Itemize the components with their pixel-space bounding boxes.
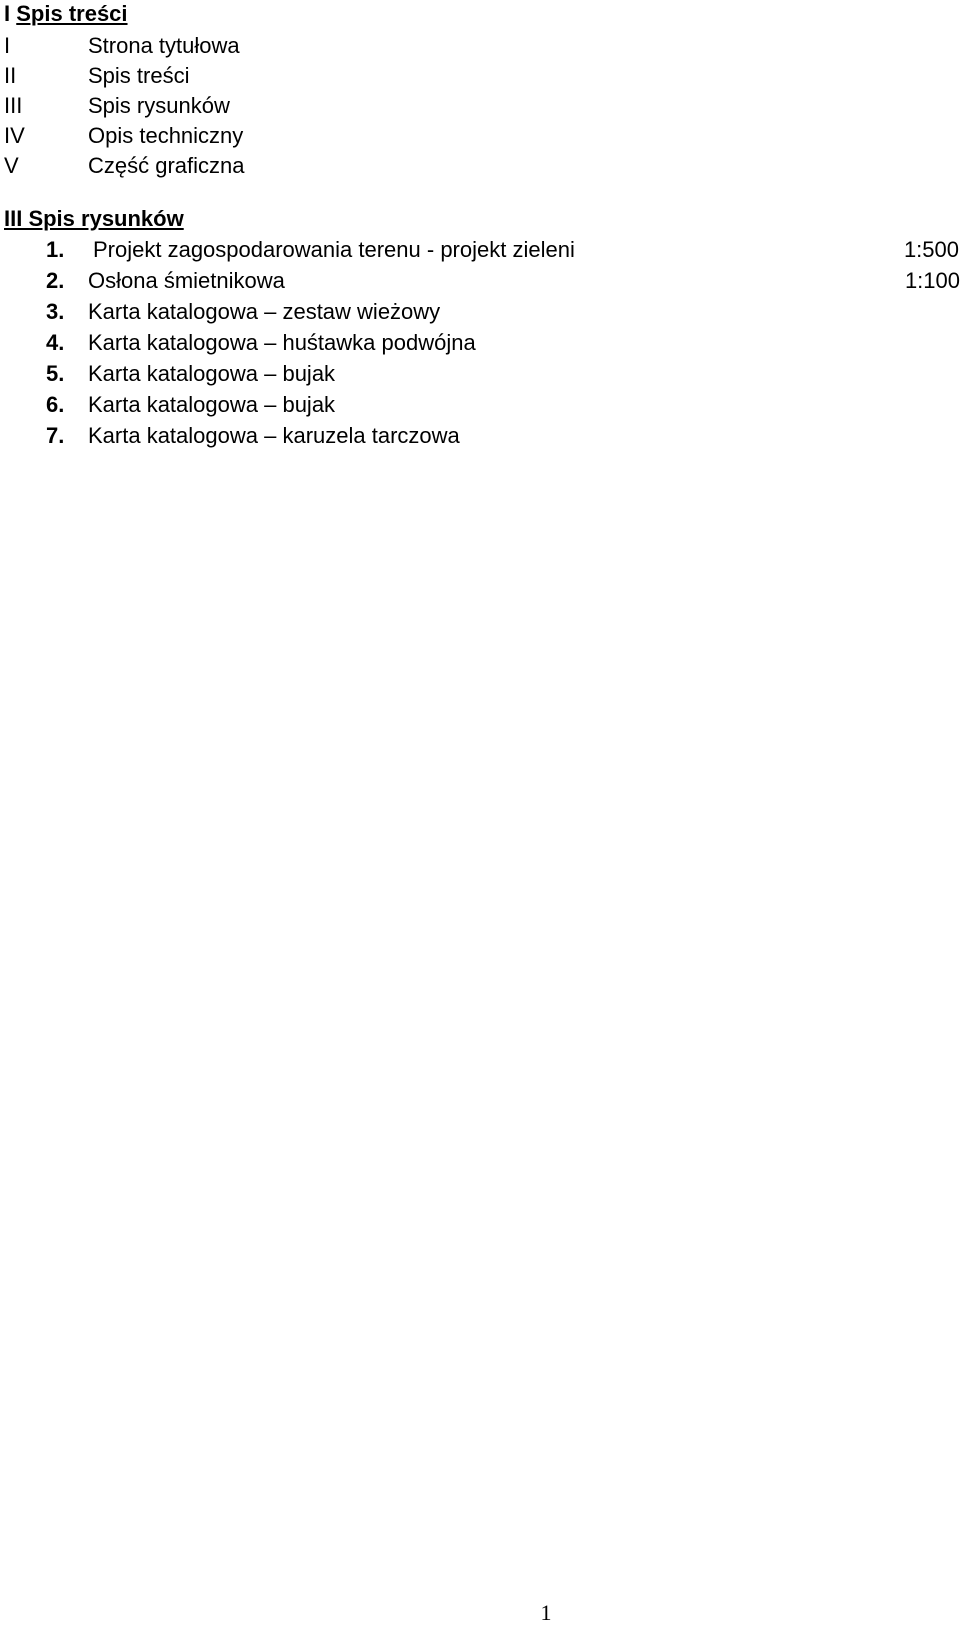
drawing-item-label: Karta katalogowa – bujak [88,392,336,417]
toc-heading [4,1,128,27]
toc-item-number: II [4,63,17,88]
toc-item-number: I [4,33,11,58]
toc-item-label: Spis rysunków [88,93,230,118]
drawing-item-number: 4. [46,330,65,355]
drawings-heading-title: III Spis rysunków [4,206,184,231]
drawing-item-label: Karta katalogowa – bujak [88,361,336,386]
drawing-item [0,420,960,451]
toc-item-label: Strona tytułowa [88,33,240,58]
drawing-item [0,296,960,327]
drawing-item-label: Karta katalogowa – karuzela tarczowa [88,423,460,448]
toc-heading-prefix: I [4,1,11,26]
drawing-item-number: 3. [46,299,65,324]
drawing-item [0,234,960,265]
toc-item-label: Opis techniczny [88,123,244,148]
toc-heading-title: Spis treści [16,1,128,26]
drawing-item [0,358,960,389]
drawings-list [0,234,960,451]
toc-item-label: Spis treści [88,63,190,88]
drawing-item-number: 6. [46,392,65,417]
toc-item-number: IV [4,123,25,148]
toc-item-number: III [4,93,23,118]
drawing-item [0,389,960,420]
drawing-item [0,327,960,358]
drawing-item-label: Karta katalogowa – huśtawka podwójna [88,330,476,355]
toc-item-number: V [4,153,19,178]
drawing-item-number: 5. [46,361,65,386]
toc-item-label: Część graficzna [88,153,245,178]
drawing-item-label: Projekt zagospodarowania terenu - projekt zieleni [93,237,575,262]
drawing-item [0,265,960,296]
drawing-item-number: 7. [46,423,65,448]
page-number: 1 [540,1600,552,1625]
drawing-item-number: 2. [46,268,65,293]
drawing-item-number: 1. [46,237,65,262]
drawings-heading [4,206,184,232]
drawing-item-scale: 1:100 [904,268,960,293]
drawing-item-label: Karta katalogowa – zestaw wieżowy [88,299,441,324]
drawing-item-scale: 1:500 [903,237,959,262]
drawing-item-label: Osłona śmietnikowa [88,268,285,293]
